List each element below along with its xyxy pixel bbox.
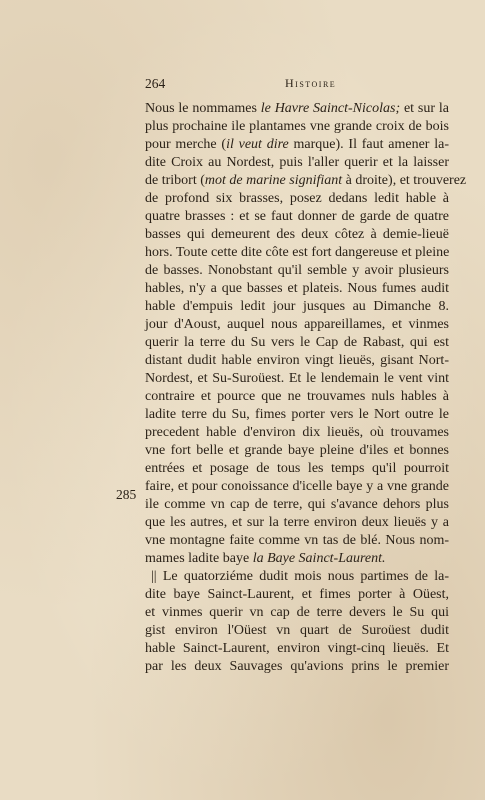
- italic-segment: la Baye Sainct-Laurent.: [252, 551, 386, 566]
- text-segment: Nordest, et Su-Suroüest. Et le lendemain le vent vint: [145, 371, 449, 386]
- text-segment: marque). Il faut amener la-: [288, 137, 449, 152]
- text-segment: precedent hable d'environ dix lieuës, où trouvames: [145, 425, 449, 440]
- text-line: [145, 424, 449, 442]
- text-line: [145, 640, 449, 658]
- text-segment: hors. Toute cette dite côte est fort dangereuse et pleine: [145, 245, 450, 260]
- text-line: [145, 154, 449, 172]
- text-line: [145, 604, 449, 622]
- text-line: [145, 280, 449, 298]
- page-header: [145, 74, 450, 94]
- text-line: [145, 496, 449, 514]
- text-segment: hable Sainct-Laurent, environ vingt-cinq lieuës. Et: [145, 641, 449, 656]
- text-segment: hables, n'y a que basses et plateis. Nous fumes audit: [145, 281, 449, 296]
- text-segment: contraire et pource que ne trouvames nuls hables à: [145, 389, 449, 404]
- text-line: [145, 334, 449, 352]
- text-segment: jour d'Aoust, auquel nous appareillames, et vinmes: [145, 317, 449, 332]
- text-segment: Nous le nommames: [145, 101, 261, 116]
- text-segment: || Le quatorziéme dudit mois nous partimes de la-: [151, 569, 449, 584]
- text-line: [145, 550, 449, 568]
- text-segment: hable d'empuis ledit jour jusques au Dimanche 8.: [145, 299, 449, 314]
- text-segment: mames ladite baye: [145, 551, 253, 566]
- text-line: [145, 532, 449, 550]
- text-line: [145, 406, 449, 424]
- body-text: [145, 100, 467, 676]
- running-head: Histoire: [285, 76, 337, 90]
- text-line: [145, 208, 449, 226]
- text-line: [145, 514, 449, 532]
- text-segment: entrées et posage de tous les temps qu'il pourroit: [145, 461, 449, 476]
- text-line: [145, 298, 449, 316]
- text-segment: ladite terre du Su, fimes porter vers le Nort outre le: [145, 407, 449, 422]
- text-segment: à droite), et trouverez: [342, 173, 467, 188]
- text-segment: querir la terre du Su vers le Cap de Rabast, qui est: [145, 335, 449, 350]
- text-line: [145, 172, 467, 190]
- text-segment: par les deux Sauvages qu'avions prins le premier: [145, 659, 449, 674]
- text-segment: vne montagne faite comme vn tas de blé. Nous nom-: [145, 533, 449, 548]
- margin-page-reference: 285: [116, 487, 137, 502]
- text-line: [145, 316, 449, 334]
- text-line: [145, 460, 449, 478]
- text-line: [145, 442, 449, 460]
- text-segment: faire, et pour conoissance d'icelle baye y a vne grande: [145, 479, 449, 494]
- text-line: [145, 262, 449, 280]
- text-segment: vne fort belle et grande baye pleine d'iles et bonnes: [145, 443, 449, 458]
- text-line: [145, 478, 449, 496]
- text-segment: quatre brasses : et se faut donner de garde de quatre: [145, 209, 449, 224]
- text-line: [145, 658, 449, 676]
- text-line: [145, 388, 449, 406]
- text-segment: et vinmes querir vn cap de terre devers le Su qui: [145, 605, 449, 620]
- text-segment: plus prochaine ile plantames vne grande croix de bois: [145, 119, 449, 134]
- text-segment: que les autres, et sur la terre environ deux lieuës y a: [145, 515, 449, 530]
- text-segment: de profond six brasses, posez dedans ledit hable à: [145, 191, 449, 206]
- text-segment: distant dudit hable environ vingt lieuës, gisant Nort-: [145, 353, 449, 368]
- text-segment: dite baye Sainct-Laurent, et fimes porter à Oüest,: [145, 587, 449, 602]
- text-line: [145, 118, 449, 136]
- text-segment: pour merche (: [145, 137, 227, 152]
- text-line: [145, 190, 449, 208]
- italic-segment: mot de marine signifiant: [204, 173, 343, 188]
- text-segment: ile comme vn cap de terre, qui s'avance dehors plus: [145, 497, 449, 512]
- text-line: [145, 568, 449, 586]
- text-line: [145, 244, 449, 262]
- text-segment: et sur la: [400, 101, 449, 116]
- text-segment: basses qui demeurent des deux côtez à demie-lieuë: [145, 227, 449, 242]
- italic-segment: le Havre Sainct-Nicolas;: [260, 101, 401, 116]
- italic-segment: il veut dire: [226, 137, 289, 152]
- text-segment: gist environ l'Oüest vn quart de Suroüest dudit: [145, 623, 449, 638]
- text-line: [145, 622, 449, 640]
- text-segment: dite Croix au Nordest, puis l'aller querir et la laisser: [145, 155, 449, 170]
- page-number: 264: [145, 76, 166, 91]
- text-segment: de tribort (: [145, 173, 205, 188]
- text-line: [145, 352, 449, 370]
- text-segment: de basses. Nonobstant qu'il semble y avoir plusieurs: [145, 263, 449, 278]
- text-line: [145, 586, 449, 604]
- text-line: [145, 370, 449, 388]
- text-line: [145, 136, 449, 154]
- text-line: [145, 226, 449, 244]
- text-line: [145, 100, 449, 118]
